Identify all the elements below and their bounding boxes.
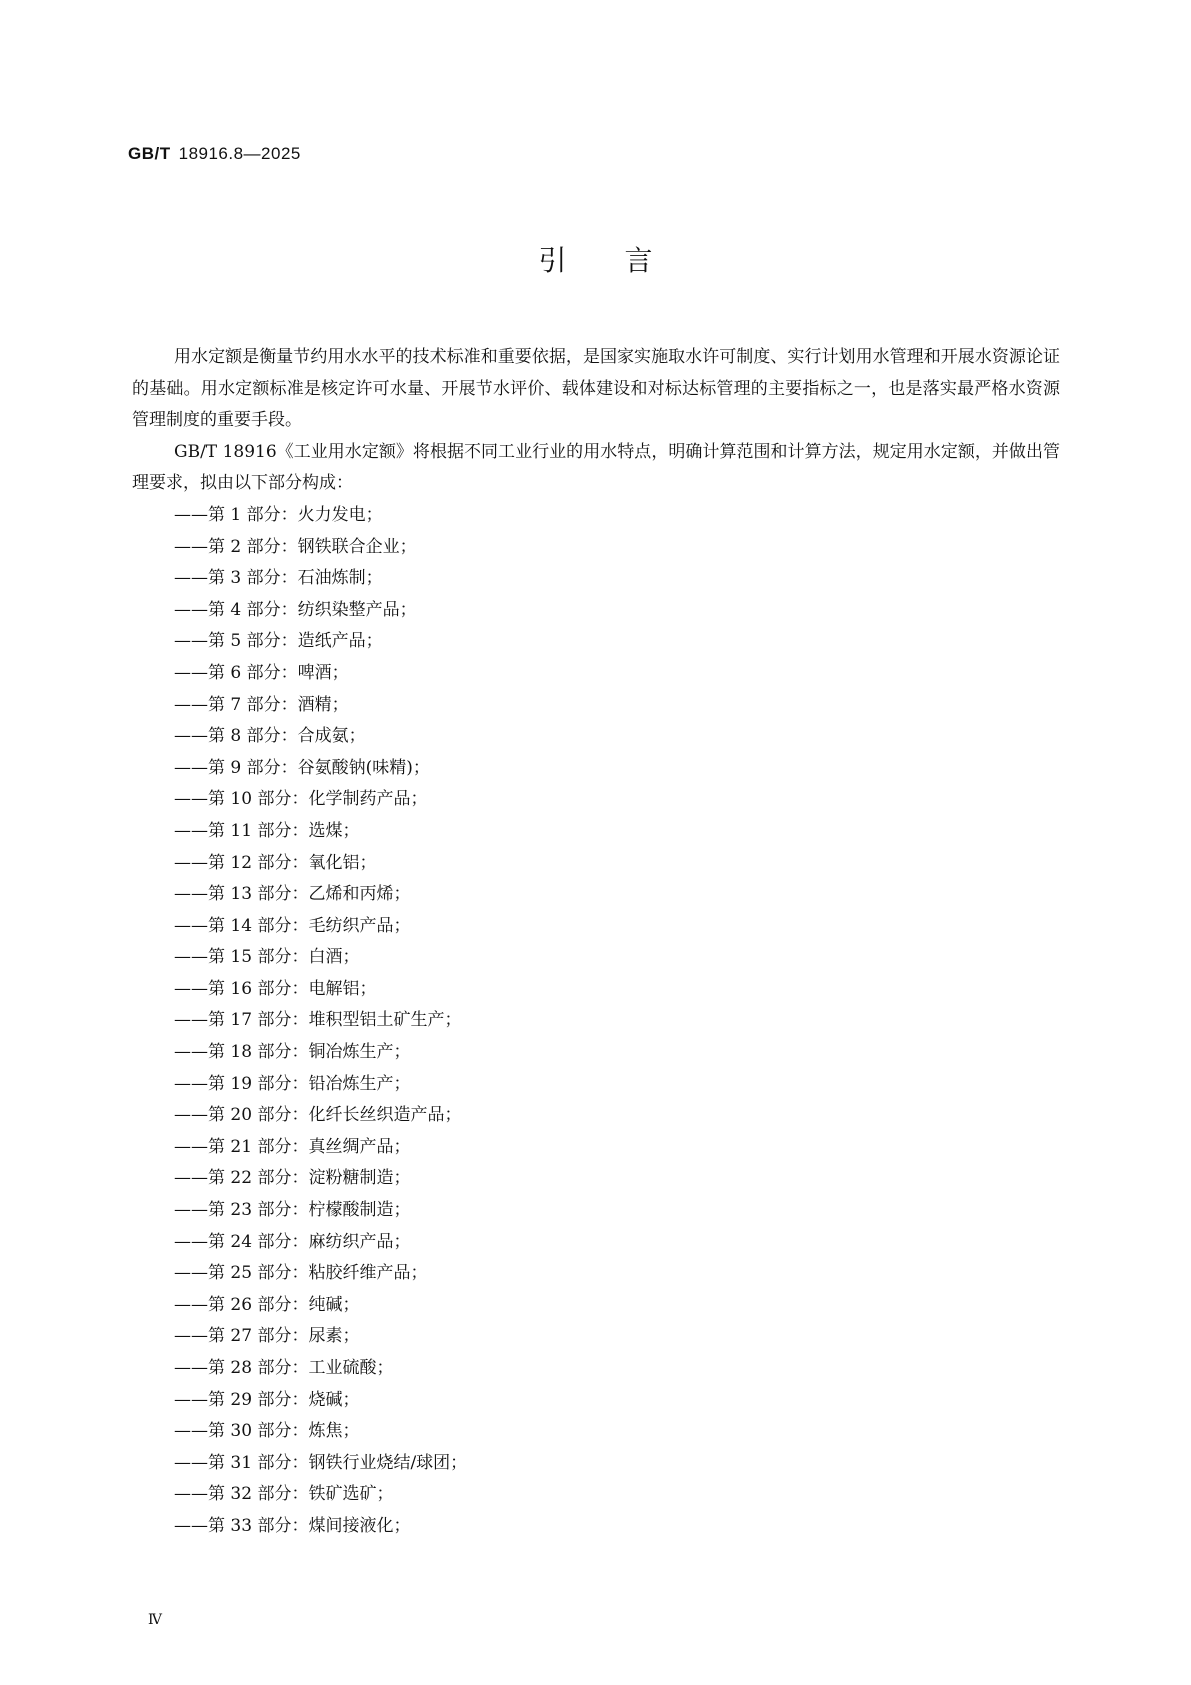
part-item: ——第 18 部分：铜冶炼生产； bbox=[174, 1042, 411, 1063]
part-item: ——第 11 部分：选煤； bbox=[174, 820, 360, 841]
part-item: ——第 21 部分：真丝绸产品； bbox=[174, 1136, 411, 1157]
part-item: ——第 4 部分：纺织染整产品； bbox=[174, 599, 417, 620]
part-item: ——第 24 部分：麻纺织产品； bbox=[174, 1231, 411, 1252]
part-item: ——第 13 部分：乙烯和丙烯； bbox=[174, 884, 411, 905]
part-item: ——第 19 部分：铅冶炼生产； bbox=[174, 1073, 411, 1094]
part-item: ——第 8 部分：合成氨； bbox=[174, 726, 366, 747]
standard-number: 18916.8—2025 bbox=[178, 144, 301, 163]
document-code bbox=[128, 144, 301, 164]
part-item: ——第 1 部分：火力发电； bbox=[174, 504, 383, 525]
part-item: ——第 10 部分：化学制药产品； bbox=[174, 789, 428, 810]
part-item: ——第 9 部分：谷氨酸钠(味精)； bbox=[174, 757, 430, 778]
part-item: ——第 20 部分：化纤长丝织造产品； bbox=[174, 1105, 462, 1126]
part-item: ——第 12 部分：氧化铝； bbox=[174, 852, 377, 873]
part-item: ——第 22 部分：淀粉糖制造； bbox=[174, 1168, 411, 1189]
part-item: ——第 7 部分：酒精； bbox=[174, 694, 349, 715]
part-item: ——第 14 部分：毛纺织产品； bbox=[174, 915, 411, 936]
part-item: ——第 17 部分：堆积型铝土矿生产； bbox=[174, 1010, 462, 1031]
part-item: ——第 32 部分：铁矿选矿； bbox=[174, 1484, 394, 1505]
part-item: ——第 16 部分：电解铝； bbox=[174, 978, 377, 999]
part-item: ——第 5 部分：造纸产品； bbox=[174, 631, 383, 652]
page-number: Ⅳ bbox=[148, 1612, 162, 1628]
parts-list bbox=[132, 500, 1060, 1543]
part-item: ——第 27 部分：尿素； bbox=[174, 1326, 360, 1347]
part-item: ——第 26 部分：纯碱； bbox=[174, 1294, 360, 1315]
part-item: ——第 25 部分：粘胶纤维产品； bbox=[174, 1263, 428, 1284]
part-item: ——第 2 部分：钢铁联合企业； bbox=[174, 536, 417, 557]
part-item: ——第 6 部分：啤酒； bbox=[174, 662, 349, 683]
standard-prefix: GB/T bbox=[128, 144, 171, 163]
intro-paragraph: 用水定额是衡量节约用水水平的技术标准和重要依据，是国家实施取水许可制度、实行计划用水管理和开展水资源论证的基础。用水定额标准是核定许可水量、开展节水评价、载体建设和对标达标管理的主要指标之一，也是落实最严格水资源管理制度的重要手段。 bbox=[132, 347, 1060, 431]
body-text bbox=[132, 342, 1060, 1543]
part-item: ——第 3 部分：石油炼制； bbox=[174, 568, 383, 589]
part-item: ——第 29 部分：烧碱； bbox=[174, 1389, 360, 1410]
section-title: 引言 bbox=[538, 244, 711, 277]
structure-paragraph: GB/T 18916《工业用水定额》将根据不同工业行业的用水特点，明确计算范围和计算方法，规定用水定额，并做出管理要求，拟由以下部分构成： bbox=[132, 441, 1060, 494]
part-item: ——第 15 部分：白酒； bbox=[174, 947, 360, 968]
part-item: ——第 23 部分：柠檬酸制造； bbox=[174, 1200, 411, 1221]
part-item: ——第 31 部分：钢铁行业烧结/球团； bbox=[174, 1452, 468, 1473]
part-item: ——第 33 部分：煤间接液化； bbox=[174, 1515, 411, 1536]
part-item: ——第 30 部分：炼焦； bbox=[174, 1421, 360, 1442]
part-item: ——第 28 部分：工业硫酸； bbox=[174, 1358, 394, 1378]
